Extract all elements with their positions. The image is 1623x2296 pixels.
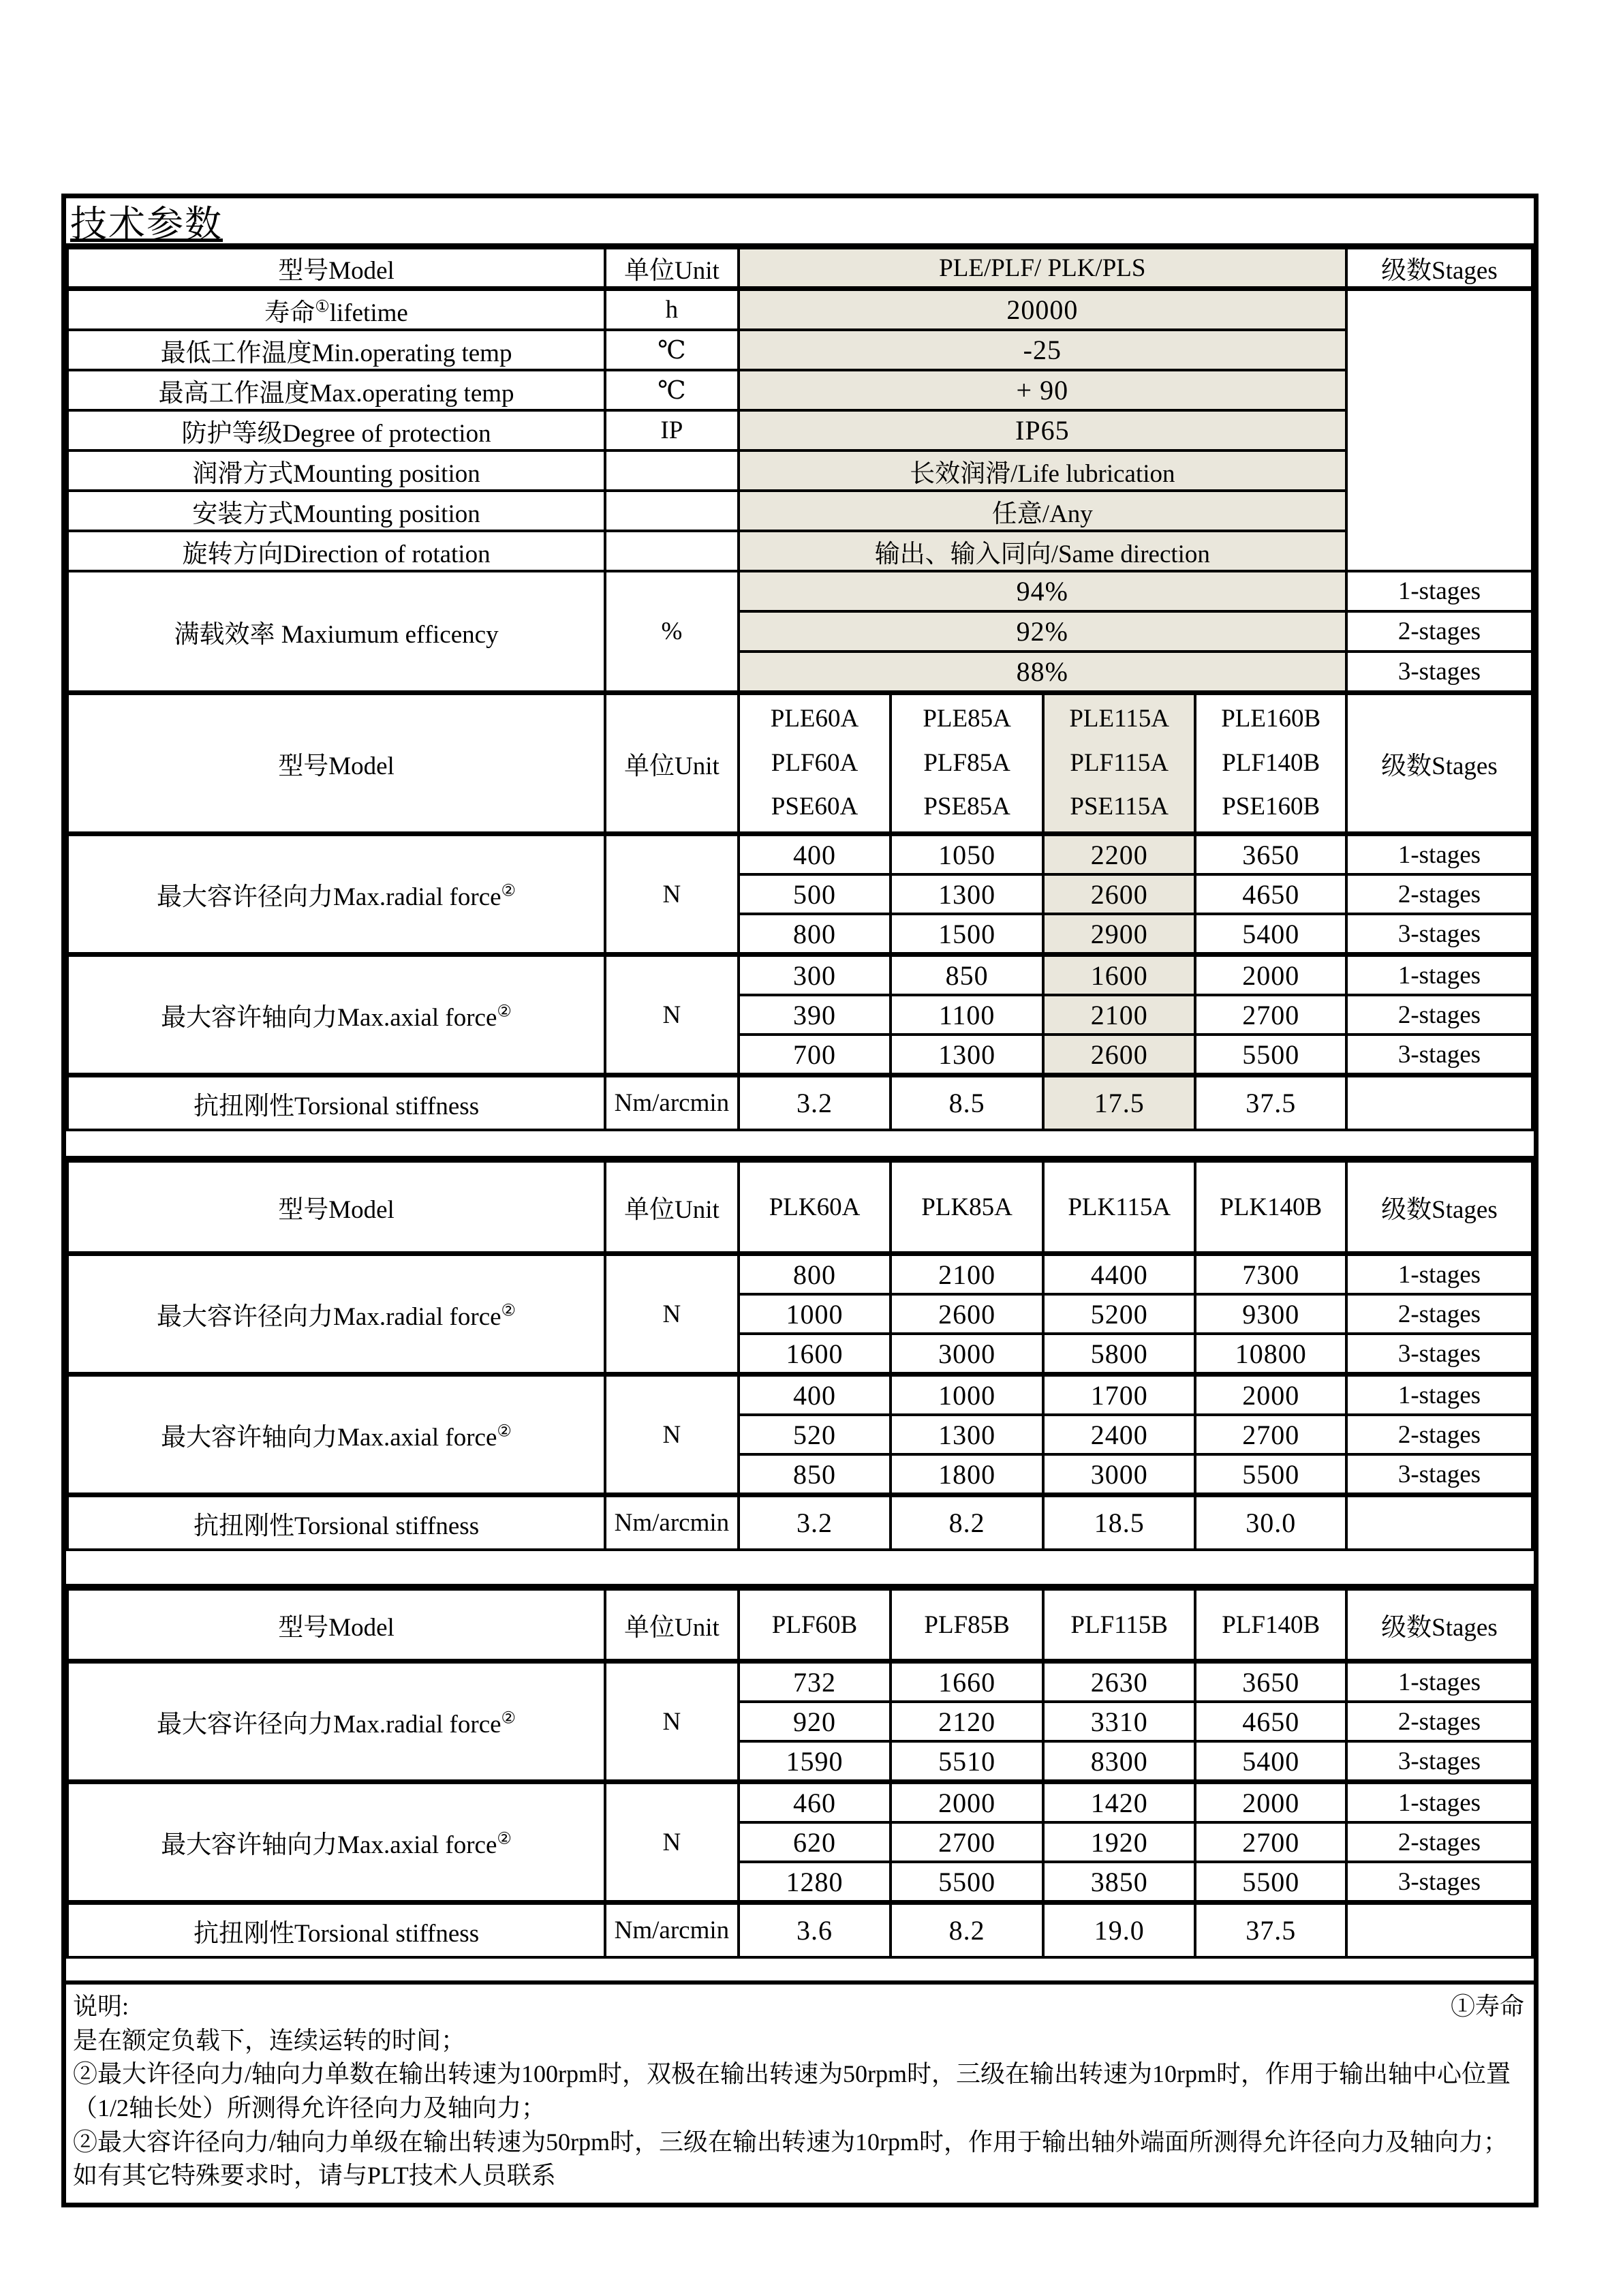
stages-empty-cell bbox=[1346, 1075, 1532, 1131]
unit-cell: % bbox=[605, 571, 739, 693]
value-cell: 1800 bbox=[891, 1454, 1043, 1495]
stage-cell: 1-stages bbox=[1346, 1662, 1532, 1702]
unit-cell: N bbox=[605, 1662, 739, 1782]
model-cell: PLE160B PLF140B PSE160B bbox=[1195, 693, 1346, 834]
value-cell: 2100 bbox=[1043, 995, 1196, 1035]
value-cell: -25 bbox=[739, 330, 1346, 370]
value-cell: 2700 bbox=[891, 1822, 1043, 1862]
value-cell: 92% bbox=[739, 611, 1346, 652]
stage-cell: 3-stages bbox=[1346, 1741, 1532, 1782]
value-cell: 18.5 bbox=[1043, 1495, 1196, 1550]
notes-heading: 说明: bbox=[73, 1993, 129, 2020]
value-cell: 1050 bbox=[891, 834, 1043, 875]
value-cell: 400 bbox=[739, 834, 891, 875]
row-label-cell: 最大容许径向力Max.radial force② bbox=[67, 834, 605, 955]
value-cell: 5500 bbox=[891, 1862, 1043, 1903]
value-cell: 7300 bbox=[1195, 1254, 1346, 1295]
value-cell: 3.6 bbox=[739, 1903, 891, 1958]
row-label-cell: 最低工作温度Min.operating temp bbox=[67, 330, 605, 370]
value-cell: 2000 bbox=[891, 1782, 1043, 1823]
footnote-mark: ② bbox=[497, 1002, 512, 1021]
value-cell: 37.5 bbox=[1195, 1903, 1346, 1958]
model-cell: PLF140B bbox=[1195, 1589, 1346, 1662]
unit-cell: ℃ bbox=[605, 330, 739, 370]
stages-empty-cell bbox=[1346, 1903, 1532, 1958]
series-header-cell: PLE/PLF/ PLK/PLS bbox=[739, 248, 1346, 289]
model-header-cell: 型号Model bbox=[67, 1589, 605, 1662]
footnote-mark: ② bbox=[501, 1709, 516, 1728]
stages-header-cell: 级数Stages bbox=[1346, 1161, 1532, 1254]
table-row bbox=[67, 491, 1532, 531]
unit-cell: N bbox=[605, 1782, 739, 1903]
stage-cell: 1-stages bbox=[1346, 1254, 1532, 1295]
value-cell: 1000 bbox=[891, 1375, 1043, 1415]
table-gap bbox=[66, 1131, 1534, 1160]
value-cell: 长效润滑/Life lubrication bbox=[739, 450, 1346, 491]
unit-cell: N bbox=[605, 834, 739, 955]
value-cell: 88% bbox=[739, 652, 1346, 693]
value-cell: 1100 bbox=[891, 995, 1043, 1035]
row-label-cell: 抗扭刚性Torsional stiffness bbox=[67, 1495, 605, 1550]
value-cell: 5400 bbox=[1195, 914, 1346, 955]
stages-empty-cell bbox=[1346, 289, 1532, 572]
value-cell: 3.2 bbox=[739, 1495, 891, 1550]
plf-table bbox=[66, 1588, 1534, 1959]
value-cell: 3310 bbox=[1043, 1702, 1196, 1741]
unit-cell bbox=[605, 491, 739, 531]
value-cell: 1600 bbox=[1043, 955, 1196, 996]
table-gap bbox=[66, 1551, 1534, 1588]
value-cell: 1300 bbox=[891, 1035, 1043, 1075]
value-cell: 2200 bbox=[1043, 834, 1196, 875]
model-cell: PLF60B bbox=[739, 1589, 891, 1662]
model-header-row bbox=[67, 693, 1532, 834]
unit-cell: Nm/arcmin bbox=[605, 1075, 739, 1131]
value-cell: 3.2 bbox=[739, 1075, 891, 1131]
row-label-cell: 旋转方向Direction of rotation bbox=[67, 531, 605, 571]
unit-cell: IP bbox=[605, 410, 739, 450]
value-cell: 2100 bbox=[891, 1254, 1043, 1295]
model-header-cell: 型号Model bbox=[67, 248, 605, 289]
model-cell: PLF85B bbox=[891, 1589, 1043, 1662]
value-cell: 2600 bbox=[891, 1294, 1043, 1334]
unit-cell bbox=[605, 450, 739, 491]
value-cell: 2600 bbox=[1043, 874, 1196, 914]
value-cell: 1660 bbox=[891, 1662, 1043, 1702]
stage-cell: 2-stages bbox=[1346, 1702, 1532, 1741]
model-cell: PLK115A bbox=[1043, 1161, 1196, 1254]
value-cell: 19.0 bbox=[1043, 1903, 1196, 1958]
value-cell: 2400 bbox=[1043, 1415, 1196, 1454]
model-header-row bbox=[67, 1161, 1532, 1254]
value-cell: 94% bbox=[739, 571, 1346, 611]
value-cell: 1700 bbox=[1043, 1375, 1196, 1415]
stage-cell: 3-stages bbox=[1346, 652, 1532, 693]
value-cell: 2000 bbox=[1195, 1782, 1346, 1823]
radial-row bbox=[67, 1662, 1532, 1702]
stage-cell: 3-stages bbox=[1346, 1454, 1532, 1495]
note-line: 是在额定负载下，连续运转的时间； bbox=[73, 2026, 466, 2054]
table-row bbox=[67, 531, 1532, 571]
axial-row bbox=[67, 1375, 1532, 1415]
stage-cell: 2-stages bbox=[1346, 1415, 1532, 1454]
value-cell: 800 bbox=[739, 1254, 891, 1295]
stage-cell: 3-stages bbox=[1346, 1862, 1532, 1903]
unit-cell: N bbox=[605, 955, 739, 1075]
footnote-mark: ① bbox=[315, 298, 330, 316]
unit-header-cell: 单位Unit bbox=[605, 693, 739, 834]
value-cell: 2630 bbox=[1043, 1662, 1196, 1702]
table-row bbox=[67, 410, 1532, 450]
unit-cell: Nm/arcmin bbox=[605, 1495, 739, 1550]
unit-cell: N bbox=[605, 1254, 739, 1375]
value-cell: 620 bbox=[739, 1822, 891, 1862]
value-cell: 390 bbox=[739, 995, 891, 1035]
footnote-mark: ② bbox=[501, 1302, 516, 1320]
stages-header-cell: 级数Stages bbox=[1346, 693, 1532, 834]
stage-cell: 3-stages bbox=[1346, 1035, 1532, 1075]
value-cell: 5800 bbox=[1043, 1334, 1196, 1375]
value-cell: 2700 bbox=[1195, 995, 1346, 1035]
radial-row bbox=[67, 1254, 1532, 1295]
table-row bbox=[67, 289, 1532, 331]
unit-cell: Nm/arcmin bbox=[605, 1903, 739, 1958]
footnote-mark: ② bbox=[497, 1830, 512, 1848]
stage-cell: 2-stages bbox=[1346, 995, 1532, 1035]
value-cell: 1500 bbox=[891, 914, 1043, 955]
unit-cell: ℃ bbox=[605, 370, 739, 410]
axial-row bbox=[67, 1782, 1532, 1823]
value-cell: 5510 bbox=[891, 1741, 1043, 1782]
value-cell: 1300 bbox=[891, 874, 1043, 914]
value-cell: 20000 bbox=[739, 289, 1346, 331]
value-cell: 1300 bbox=[891, 1415, 1043, 1454]
value-cell: 5200 bbox=[1043, 1294, 1196, 1334]
stage-cell: 2-stages bbox=[1346, 1294, 1532, 1334]
notes-lifetime-ref: ①寿命 bbox=[1450, 1993, 1524, 2020]
torsional-row bbox=[67, 1075, 1532, 1131]
model-cell: PLK60A bbox=[739, 1161, 891, 1254]
value-cell: 30.0 bbox=[1195, 1495, 1346, 1550]
row-label-cell: 最大容许轴向力Max.axial force② bbox=[67, 955, 605, 1075]
value-cell: 920 bbox=[739, 1702, 891, 1741]
value-cell: 700 bbox=[739, 1035, 891, 1075]
note-line: ②最大容许径向力/轴向力单级在输出转速为50rpm时，三级在输出转速为10rpm时，作用于输出轴外端面所测得允许径向力及轴向力； 如有其它特殊要求时，请与PLT技术人员联系 bbox=[73, 2128, 1508, 2190]
value-cell: 输出、输入同向/Same direction bbox=[739, 531, 1346, 571]
model-cell: PLE85A PLF85A PSE85A bbox=[891, 693, 1043, 834]
value-cell: 4400 bbox=[1043, 1254, 1196, 1295]
value-cell: 520 bbox=[739, 1415, 891, 1454]
stages-empty-cell bbox=[1346, 1495, 1532, 1550]
value-cell: 732 bbox=[739, 1662, 891, 1702]
value-cell: 10800 bbox=[1195, 1334, 1346, 1375]
value-cell: IP65 bbox=[739, 410, 1346, 450]
stage-cell: 2-stages bbox=[1346, 874, 1532, 914]
unit-header-cell: 单位Unit bbox=[605, 1589, 739, 1662]
unit-header-cell: 单位Unit bbox=[605, 1161, 739, 1254]
value-cell: 8300 bbox=[1043, 1741, 1196, 1782]
model-header-cell: 型号Model bbox=[67, 693, 605, 834]
general-spec-table bbox=[66, 247, 1534, 1131]
row-label-cell: 抗扭刚性Torsional stiffness bbox=[67, 1075, 605, 1131]
row-label-cell: 满载效率 Maxiumum efficency bbox=[67, 571, 605, 693]
value-cell: 2000 bbox=[1195, 1375, 1346, 1415]
row-label-cell: 最高工作温度Max.operating temp bbox=[67, 370, 605, 410]
model-cell: PLE115A PLF115A PSE115A bbox=[1043, 693, 1196, 834]
unit-header-cell: 单位Unit bbox=[605, 248, 739, 289]
value-cell: 9300 bbox=[1195, 1294, 1346, 1334]
stage-cell: 3-stages bbox=[1346, 914, 1532, 955]
table-row bbox=[67, 370, 1532, 410]
row-label-cell: 防护等级Degree of protection bbox=[67, 410, 605, 450]
radial-row bbox=[67, 834, 1532, 875]
value-cell: 3000 bbox=[891, 1334, 1043, 1375]
footnote-mark: ② bbox=[501, 882, 516, 900]
unit-cell bbox=[605, 531, 739, 571]
value-cell: 1280 bbox=[739, 1862, 891, 1903]
value-cell: 3650 bbox=[1195, 1662, 1346, 1702]
stage-cell: 1-stages bbox=[1346, 1782, 1532, 1823]
value-cell: 8.5 bbox=[891, 1075, 1043, 1131]
value-cell: 4650 bbox=[1195, 874, 1346, 914]
value-cell: 3650 bbox=[1195, 834, 1346, 875]
row-label-cell: 最大容许轴向力Max.axial force② bbox=[67, 1375, 605, 1495]
table-gap bbox=[66, 1959, 1534, 1985]
value-cell: 5500 bbox=[1195, 1454, 1346, 1495]
model-header-row bbox=[67, 1589, 1532, 1662]
value-cell: 2700 bbox=[1195, 1822, 1346, 1862]
value-cell: 5500 bbox=[1195, 1035, 1346, 1075]
value-cell: 5500 bbox=[1195, 1862, 1346, 1903]
efficiency-row bbox=[67, 571, 1532, 611]
value-cell: 800 bbox=[739, 914, 891, 955]
value-cell: + 90 bbox=[739, 370, 1346, 410]
value-cell: 3000 bbox=[1043, 1454, 1196, 1495]
sheet-title-row bbox=[66, 198, 1534, 247]
stage-cell: 1-stages bbox=[1346, 834, 1532, 875]
row-label-cell: 寿命①lifetime bbox=[67, 289, 605, 331]
value-cell: 2600 bbox=[1043, 1035, 1196, 1075]
plk-table bbox=[66, 1160, 1534, 1551]
row-label-cell: 润滑方式Mounting position bbox=[67, 450, 605, 491]
value-cell: 4650 bbox=[1195, 1702, 1346, 1741]
value-cell: 300 bbox=[739, 955, 891, 996]
row-label-cell: 最大容许轴向力Max.axial force② bbox=[67, 1782, 605, 1903]
unit-cell: N bbox=[605, 1375, 739, 1495]
value-cell: 任意/Any bbox=[739, 491, 1346, 531]
notes-heading-row bbox=[73, 1990, 1524, 2024]
value-cell: 460 bbox=[739, 1782, 891, 1823]
model-cell: PLK85A bbox=[891, 1161, 1043, 1254]
value-cell: 500 bbox=[739, 874, 891, 914]
model-cell: PLK140B bbox=[1195, 1161, 1346, 1254]
value-cell: 1000 bbox=[739, 1294, 891, 1334]
value-cell: 2700 bbox=[1195, 1415, 1346, 1454]
value-cell: 2000 bbox=[1195, 955, 1346, 996]
torsional-row bbox=[67, 1495, 1532, 1550]
torsional-row bbox=[67, 1903, 1532, 1958]
row-label-cell: 抗扭刚性Torsional stiffness bbox=[67, 1903, 605, 1958]
value-cell: 1920 bbox=[1043, 1822, 1196, 1862]
value-cell: 1420 bbox=[1043, 1782, 1196, 1823]
row-label-cell: 最大容许径向力Max.radial force② bbox=[67, 1662, 605, 1782]
value-cell: 2900 bbox=[1043, 914, 1196, 955]
value-cell: 5400 bbox=[1195, 1741, 1346, 1782]
value-cell: 1600 bbox=[739, 1334, 891, 1375]
value-cell: 400 bbox=[739, 1375, 891, 1415]
value-cell: 850 bbox=[891, 955, 1043, 996]
value-cell: 8.2 bbox=[891, 1903, 1043, 1958]
value-cell: 2120 bbox=[891, 1702, 1043, 1741]
axial-row bbox=[67, 955, 1532, 996]
page-title: 技术参数 bbox=[70, 203, 223, 245]
stages-header-cell: 级数Stages bbox=[1346, 248, 1532, 289]
value-cell: 850 bbox=[739, 1454, 891, 1495]
model-header-cell: 型号Model bbox=[67, 1161, 605, 1254]
stage-cell: 2-stages bbox=[1346, 611, 1532, 652]
stage-cell: 2-stages bbox=[1346, 1822, 1532, 1862]
stages-header-cell: 级数Stages bbox=[1346, 1589, 1532, 1662]
note-line: ②最大许径向力/轴向力单数在输出转速为100rpm时，双极在输出转速为50rpm时，三级在输出转速为10rpm时，作用于输出轴中心位置（1/2轴长处）所测得允许径向力及轴向力； bbox=[73, 2060, 1511, 2122]
table-header-row bbox=[67, 248, 1532, 289]
notes-block bbox=[66, 1985, 1534, 2203]
footnote-mark: ② bbox=[497, 1422, 512, 1441]
value-cell: 3850 bbox=[1043, 1862, 1196, 1903]
table-row bbox=[67, 330, 1532, 370]
stage-cell: 1-stages bbox=[1346, 955, 1532, 996]
unit-cell: h bbox=[605, 289, 739, 331]
value-cell: 8.2 bbox=[891, 1495, 1043, 1550]
stage-cell: 1-stages bbox=[1346, 571, 1532, 611]
stage-cell: 3-stages bbox=[1346, 1334, 1532, 1375]
table-row bbox=[67, 450, 1532, 491]
stage-cell: 1-stages bbox=[1346, 1375, 1532, 1415]
model-cell: PLF115B bbox=[1043, 1589, 1196, 1662]
model-cell: PLE60A PLF60A PSE60A bbox=[739, 693, 891, 834]
value-cell: 37.5 bbox=[1195, 1075, 1346, 1131]
value-cell: 17.5 bbox=[1043, 1075, 1196, 1131]
spec-sheet bbox=[61, 194, 1539, 2207]
row-label-cell: 最大容许径向力Max.radial force② bbox=[67, 1254, 605, 1375]
value-cell: 1590 bbox=[739, 1741, 891, 1782]
row-label-cell: 安装方式Mounting position bbox=[67, 491, 605, 531]
